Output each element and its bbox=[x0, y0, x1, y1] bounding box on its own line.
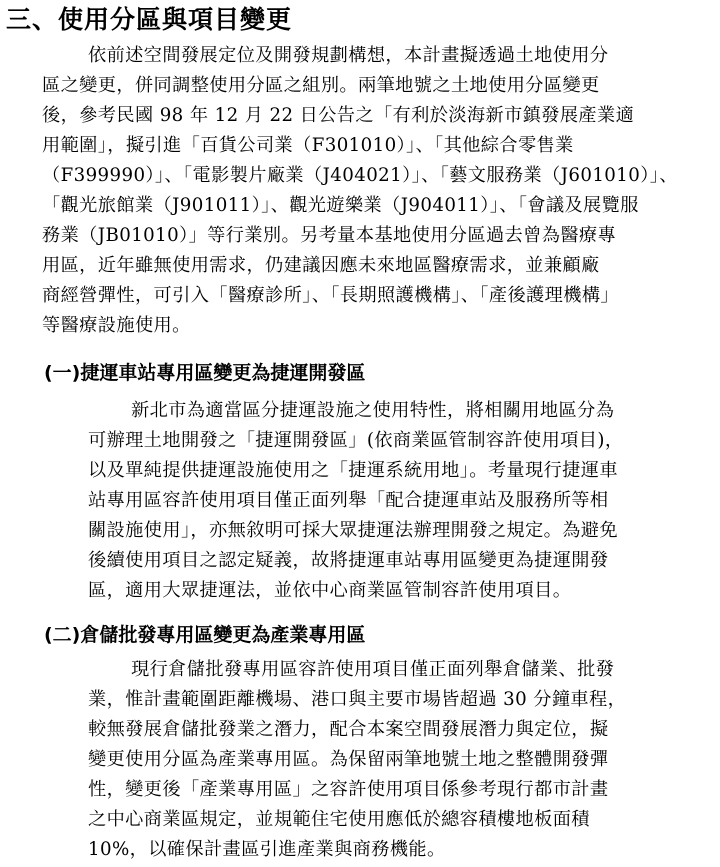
paragraph-line: （F399990）」、「電影製片廠業（J404021）」、「藝文服務業（J601010）」、 bbox=[42, 165, 678, 186]
subsection-heading-1: (一)捷運車站專用區變更為捷運開發區 bbox=[44, 362, 366, 384]
paragraph-line: 用範圍」，擬引進「百貨公司業（F301010）」、「其他綜合零售業 bbox=[42, 135, 574, 156]
paragraph-line: 區，適用大眾捷運法，並依中心商業區管制容許使用項目。 bbox=[88, 580, 572, 601]
paragraph-line: 商經營彈性，可引入「醫療診所」、「長期照護機構」、「產後護理機構」 bbox=[42, 285, 619, 306]
paragraph-line: 變更使用分區為產業專用區。為保留兩筆地號土地之整體開發彈 bbox=[88, 749, 609, 770]
paragraph-line: 可辦理土地開發之「捷運開發區」(依商業區管制容許使用項目)， bbox=[88, 430, 624, 451]
paragraph-line: 用區，近年雖無使用需求，仍建議因應未來地區醫療需求，並兼顧廠 bbox=[42, 255, 600, 276]
paragraph-line: 「觀光旅館業（J901011）」、觀光遊樂業（J904011）」、「會議及展覽服 bbox=[42, 195, 639, 216]
paragraph-line: 後續使用項目之認定疑義，故將捷運車站專用區變更為捷運開發 bbox=[88, 550, 609, 571]
paragraph-line: 後，參考民國 98 年 12 月 22 日公告之「有利於淡海新市鎮發展產業適 bbox=[42, 105, 635, 126]
paragraph-line: 關設施使用」，亦無敘明可採大眾捷運法辦理開發之規定。為避免 bbox=[88, 520, 618, 541]
paragraph-line: 業，惟計畫範圍距離機場、港口與主要市場皆超過 30 分鐘車程， bbox=[88, 689, 627, 710]
paragraph-line: 站專用區容許使用項目僅正面列舉「配合捷運車站及服務所等相 bbox=[88, 490, 609, 511]
paragraph-line: 務業（JB01010）」等行業別。另考量本基地使用分區過去曾為醫療專 bbox=[42, 225, 617, 246]
subsection-heading-2: (二)倉儲批發專用區變更為產業專用區 bbox=[44, 624, 366, 646]
section-heading: 三、使用分區與項目變更 bbox=[6, 5, 293, 34]
paragraph-line: 較無發展倉儲批發業之潛力，配合本案空間發展潛力與定位，擬 bbox=[88, 719, 609, 740]
paragraph-line: 之中心商業區規定，並規範住宅使用應低於總容積樓地板面積 bbox=[88, 809, 590, 830]
paragraph-line: 區之變更，併同調整使用分區之組別。兩筆地號之土地使用分區變更 bbox=[42, 75, 600, 96]
paragraph-line: 性，變更後「產業專用區」之容許使用項目係參考現行都市計畫 bbox=[88, 779, 609, 800]
paragraph-line: 以及單純提供捷運設施使用之「捷運系統用地」。考量現行捷運車 bbox=[88, 460, 618, 481]
paragraph-line: 等醫療設施使用。 bbox=[42, 315, 191, 336]
paragraph-line: 現行倉儲批發專用區容許使用項目僅正面列舉倉儲業、批發 bbox=[131, 659, 615, 680]
paragraph-line: 10%，以確保計畫區引進產業與商務機能。 bbox=[88, 839, 446, 860]
paragraph-line: 依前述空間發展定位及開發規劃構想，本計畫擬透過土地使用分 bbox=[88, 45, 609, 66]
paragraph-line: 新北市為適當區分捷運設施之使用特性，將相關用地區分為 bbox=[131, 400, 615, 421]
